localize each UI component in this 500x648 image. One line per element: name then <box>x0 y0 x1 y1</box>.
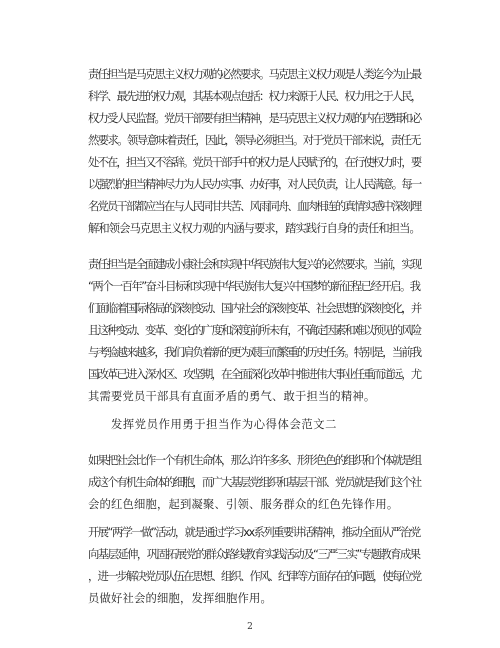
text-line: 如果把社会比作一个有机生命体，那么许许多多、形形色色的组织和个体就是组 <box>88 454 421 467</box>
text-line: 与考验越来越多，我们肩负着新的更为艰巨而繁重的历史任务。特别是，当前我 <box>88 346 421 359</box>
text-line: 责任担当是全面建成小康社会和实现中华民族伟大复兴的必然要求。当前，实现 <box>88 258 421 271</box>
heading-text: 发挥党员作用勇于担当作为心得体会范文二 <box>111 418 338 431</box>
text-line: 权力受人民监督。党员干部要有担当精神，是马克思主义权力观的内在逻辑和必 <box>88 112 421 125</box>
text-line: 开展“两学一做”活动，就是通过学习xx系列重要讲话精神，推动全面从严治党 <box>88 526 420 539</box>
text-line: 责任担当是马克思主义权力观的必然要求。马克思主义权力观是人类迄今为止最 <box>88 68 421 81</box>
text-line: 以强烈的担当精神尽力为人民办实事、办好事，对人民负责，让人民满意。每一 <box>88 178 421 191</box>
text-line: 其需要党员干部具有直面矛盾的勇气、敢于担当的精神。 <box>88 390 376 403</box>
text-line: 处不在，担当又不容辞。党员干部手中的权力是人民赋予的，在行使权力时，要 <box>88 156 421 169</box>
page-number: 2 <box>247 622 253 632</box>
text-line: 向基层延伸，巩固拓展党的群众路线教育实践活动及“三严三实”专题教育成果 <box>88 548 420 561</box>
text-line: 解和领会马克思主义权力观的内涵与要求，踏实践行自身的责任和担当。 <box>88 222 420 235</box>
text-line: 然要求。领导意味着责任，因此，领导必须担当。对于党员干部来说，责任无 <box>88 134 420 147</box>
text-line: 名党员干部都应当在与人民同甘共苦、风雨同舟、血肉相连的真情实感中深刻理 <box>88 200 421 213</box>
text-line: 成这个有机生命体的细胞，而广大基层党组织和基层干部、党员就是我们这个社 <box>88 476 421 489</box>
text-line: 员做好社会的细胞，发挥细胞作用。 <box>88 592 272 605</box>
text-line: 科学、最先进的权力观，其基本观点包括：权力来源于人民、权力用之于人民， <box>88 90 421 103</box>
text-line: 会的红色细胞，起到凝聚、引领、服务群众的红色先锋作用。 <box>88 498 399 511</box>
text-line: 们面临着国际格局的深刻变动、国内社会的深刻变革、社会思想的深刻变化，并 <box>88 302 421 315</box>
text-line: 且这种变动、变革、变化的广度和深度前所未有，不确定因素和难以预见的风险 <box>88 324 421 337</box>
text-line: “两个一百年”奋斗目标和实现中华民族伟大复兴中国梦的新征程已经开启。我 <box>88 280 420 293</box>
text-line: ，进一步解决党员队伍在思想、组织、作风、纪律等方面存在的问题，使每位党 <box>88 570 421 583</box>
text-line: 国改革已进入深水区、攻坚期，在全面深化改革中推进伟大事业任重而道远，尤 <box>88 368 421 381</box>
